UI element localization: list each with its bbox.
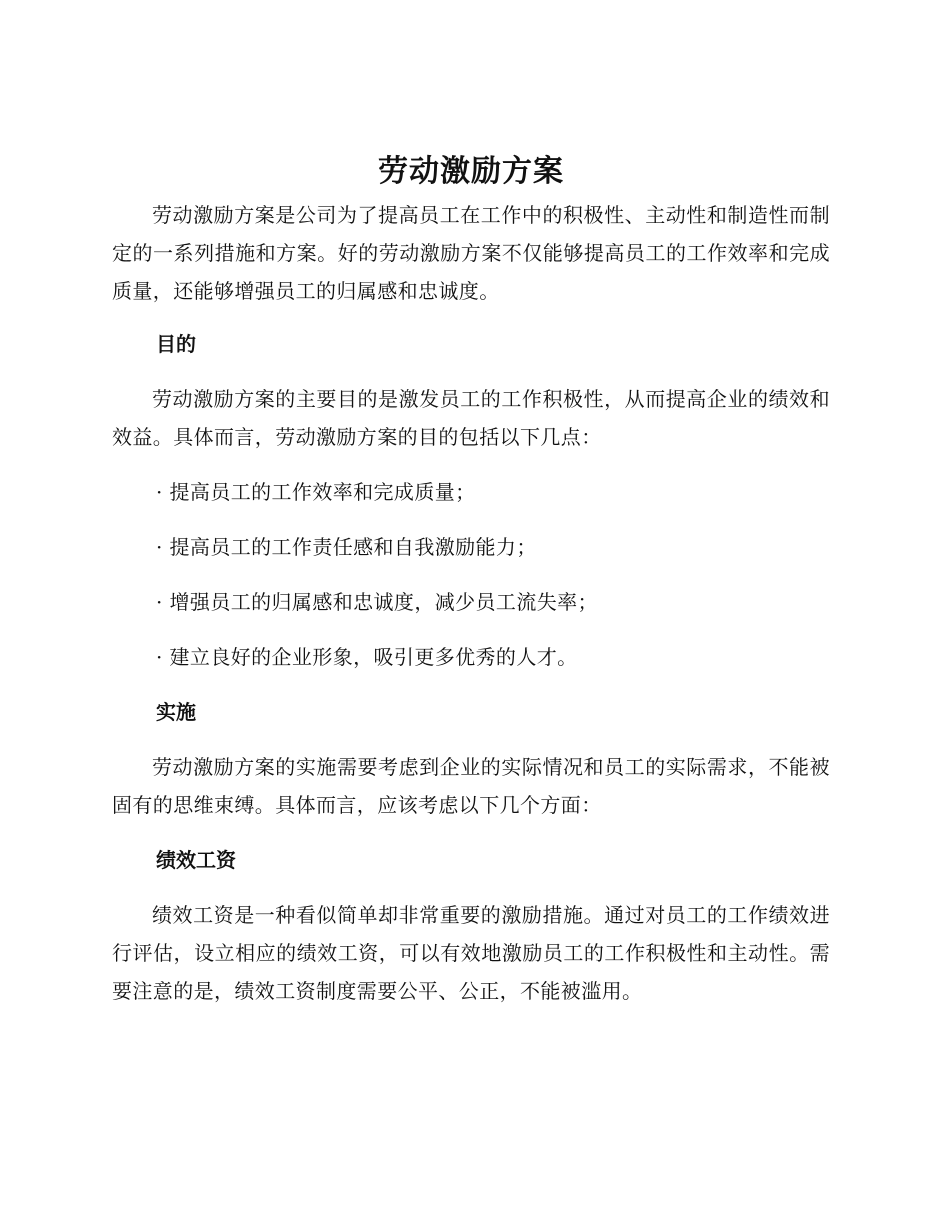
spacer [112, 363, 830, 380]
spacer [112, 676, 830, 693]
section-heading-performance-pay: 绩效工资 [156, 848, 236, 872]
intro-paragraph: 劳动激励方案是公司为了提高员工在工作中的积极性、主动性和制造性而制定的一系列措施和方案。好的劳动激励方案不仅能够提高员工的工作效率和完成质量，还能够增强员工的归属感和忠诚度。 [112, 203, 830, 303]
spacer [112, 310, 830, 325]
document-title: 劳动激励方案 [378, 154, 564, 189]
spacer [112, 824, 830, 841]
document-body [112, 148, 830, 1010]
spacer [112, 456, 830, 473]
list-item: · 增强员工的归属感和忠诚度，减少员工流失率； [156, 590, 598, 614]
spacer [112, 566, 830, 583]
section-heading-purpose: 目的 [156, 332, 196, 356]
spacer [112, 731, 830, 748]
spacer [112, 511, 830, 528]
implementation-paragraph: 劳动激励方案的实施需要考虑到企业的实际情况和员工的实际需求，不能被固有的思维束缚。具体而言，应该考虑以下几个方面： [112, 755, 830, 817]
performance-pay-paragraph: 绩效工资是一种看似简单却非常重要的激励措施。通过对员工的工作绩效进行评估，设立相应的绩效工资，可以有效地激励员工的工作积极性和主动性。需要注意的是，绩效工资制度需要公平、公正，不能被滥用。 [112, 903, 830, 1003]
spacer [112, 621, 830, 638]
list-item: · 提高员工的工作责任感和自我激励能力； [156, 535, 537, 559]
purpose-paragraph: 劳动激励方案的主要目的是激发员工的工作积极性，从而提高企业的绩效和效益。具体而言，劳动激励方案的目的包括以下几点： [112, 387, 830, 449]
list-item: · 提高员工的工作效率和完成质量； [156, 480, 476, 504]
section-heading-implementation: 实施 [156, 700, 196, 724]
list-item: · 建立良好的企业形象，吸引更多优秀的人才。 [156, 645, 578, 669]
spacer [112, 879, 830, 896]
